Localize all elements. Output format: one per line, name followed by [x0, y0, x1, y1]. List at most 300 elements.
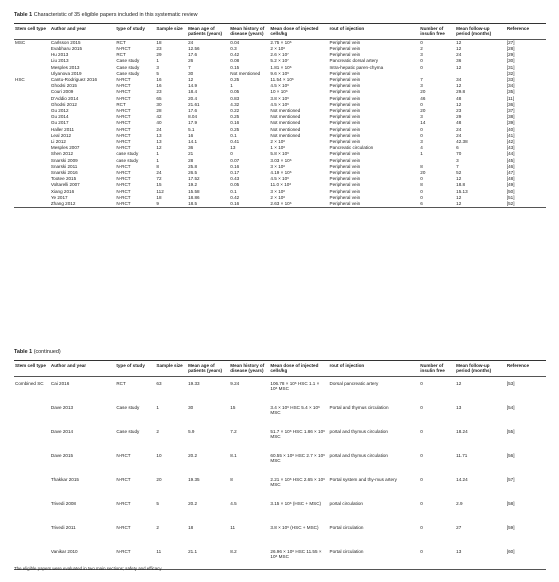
table-cell: Not mentioned	[270, 108, 301, 114]
table-caption	[14, 12, 198, 19]
table-cell: N-RCT	[116, 176, 131, 182]
table-cell: 26.96 × 10⁶ HSC 11.55 × 10⁶ MSC	[269, 545, 328, 570]
table-cell: Peripheral vein	[329, 89, 361, 95]
table-cell: [47]	[506, 170, 515, 176]
table-cell: Case study	[116, 70, 140, 76]
header-cell: Mean history of disease (years)	[229, 24, 269, 40]
header-cell: Author and year	[50, 361, 115, 377]
table-cell: N-RCT	[116, 194, 131, 200]
table-row	[14, 425, 546, 449]
table-cell: 20.4	[188, 95, 198, 101]
table-cell: [30]	[506, 58, 515, 64]
table-cell: 30	[188, 70, 194, 76]
table-cell: 1	[156, 157, 159, 163]
table-cell: Peripheral vein	[329, 46, 361, 52]
table-continued-caption-label: Table 1	[14, 349, 33, 355]
table-cell: 1	[420, 151, 423, 157]
table-cell: [40]	[506, 126, 515, 132]
table-cell: 19.33	[188, 380, 200, 386]
table-cell: [52]	[506, 201, 546, 208]
table-cell: Mesples 2007	[50, 145, 80, 151]
table-cell: 30	[188, 404, 194, 410]
table-cell: 3.15 × 10⁶ (HSC + MSC)	[270, 500, 322, 506]
table-continued-caption	[14, 349, 61, 356]
table-cell: MSC	[15, 39, 26, 45]
table-cell: Peripheral vein	[329, 132, 361, 138]
table-cell: 1	[156, 151, 159, 157]
table-cell: 17.6	[188, 52, 198, 58]
table-cell: Peripheral vein	[329, 151, 361, 157]
table-cell: [44]	[506, 151, 515, 157]
table-cell: Peripheral vein	[329, 139, 361, 145]
table-cell: 3	[420, 114, 423, 120]
table-cell: RCT	[116, 380, 126, 386]
table-cell: 48	[456, 95, 462, 101]
table-header-row	[14, 24, 546, 40]
table-cell: 0	[420, 524, 423, 530]
table-cell: 19.35	[188, 476, 200, 482]
table-cell: Vanikar 2010	[50, 545, 115, 570]
table-cell: Ghodsi 2015	[50, 83, 77, 89]
table-cell	[14, 401, 50, 425]
table-cell: 24	[188, 39, 194, 45]
table-cell: 24	[456, 126, 462, 132]
table-cell: 70	[456, 151, 462, 157]
table-cell: 106.78 × 10⁶ HSC 1.1 × 10⁶ MSC	[270, 380, 320, 392]
table-cell: 17.6	[188, 108, 198, 114]
table-cell: N-RCT	[116, 46, 131, 52]
table-cell: N-RCT	[116, 524, 131, 530]
table-cell: 30	[156, 101, 162, 107]
table-cell: 23	[456, 108, 462, 114]
table-cell: 21	[188, 151, 194, 157]
table-cell: Snarski 2009	[50, 157, 78, 163]
table-cell: 3 × 10⁶	[270, 163, 286, 169]
table-cell: Ye 2017	[50, 194, 68, 200]
table-cell: [11]	[506, 95, 515, 101]
characteristics-table-continued	[14, 360, 546, 570]
table-cell: Peripheral vein	[329, 182, 361, 188]
table-cell: Case study	[116, 64, 140, 70]
table-row	[14, 376, 546, 401]
table-cell: 28	[156, 108, 162, 114]
table-footnote: The eligible papers were evaluated in two main sections; safety and efficacy	[14, 566, 162, 571]
table-cell: [34]	[506, 83, 515, 89]
table-cell: 0	[419, 545, 455, 570]
table-cell: 12	[456, 380, 462, 386]
table-cell: [46]	[506, 163, 515, 169]
table-cell: 0.25	[230, 77, 240, 83]
table-cell: 12	[456, 64, 462, 70]
table-cell: Combined SC	[15, 380, 44, 386]
table-cell: Peripheral vein	[329, 52, 361, 58]
table-cell: 4.5 × 10⁶	[270, 176, 290, 182]
table-cell: Intra-hepatic paren-chyma	[329, 64, 384, 70]
table-cell: 1 × 10⁶	[270, 145, 286, 151]
table-cell	[14, 201, 50, 208]
table-cell: 0	[420, 39, 423, 45]
table-cell: 0	[420, 126, 423, 132]
header-cell: Author and year	[50, 24, 115, 40]
table-cell: 5.9	[188, 428, 195, 434]
table-cell: Couri 2009	[50, 89, 74, 95]
table-cell: Zhang 2012	[50, 201, 115, 208]
table-cell: 2.63 × 10⁶	[269, 201, 328, 208]
table-caption-label: Table 1	[14, 12, 33, 18]
table-row	[14, 497, 546, 521]
table-cell: 42.38	[456, 139, 468, 145]
table-cell: 3	[456, 157, 459, 163]
table-cell: N-RCT	[116, 145, 131, 151]
table-cell: 20.2	[188, 452, 198, 458]
table-cell: N-RCT	[116, 132, 131, 138]
table-cell: [33]	[506, 77, 515, 83]
table-cell: 0.17	[230, 170, 240, 176]
table-cell: 3.8 × 10⁶	[270, 95, 290, 101]
table-cell: Peripheral vein	[329, 95, 361, 101]
header-cell: Number of insulin free	[419, 24, 455, 40]
table-cell: Not mentioned	[270, 132, 301, 138]
table-cell: 8	[420, 163, 423, 169]
header-cell: Stem cell type	[14, 361, 50, 377]
table-cell: 12	[456, 83, 462, 89]
table-cell: N-RCT	[116, 114, 131, 120]
table-cell: 14.1	[188, 139, 198, 145]
table-cell: 29	[156, 52, 162, 58]
table-cell: Dave 2014	[50, 428, 74, 434]
table-cell: portal and thymus circulation	[329, 428, 388, 434]
table-cell: Li 2012	[50, 139, 66, 145]
table-cell: [51]	[506, 194, 515, 200]
table-cell: Ulyanova 2019	[50, 70, 82, 76]
table-cell: 18.86	[188, 194, 200, 200]
header-cell: Mean history of disease (years)	[229, 361, 269, 377]
table-cell: Dave 2013	[50, 404, 74, 410]
table-cell: Snarski 2016	[50, 170, 78, 176]
table-cell: 11.71	[456, 452, 468, 458]
table-cell: N-RCT	[116, 452, 131, 458]
table-cell: 63	[156, 380, 162, 386]
table-cell: D'Addio 2014	[50, 95, 79, 101]
table-cell: 4	[420, 145, 423, 151]
table-cell: Portal system and thy-mus artery	[329, 476, 397, 482]
table-cell	[14, 425, 50, 449]
table-cell: 16	[156, 77, 162, 83]
table-header-row	[14, 361, 546, 377]
table-cell: 12	[456, 101, 462, 107]
table-cell: 5.2 × 10⁷	[270, 58, 289, 64]
table-caption-text: Characteristic of 35 eligible papers included in this systematic review	[33, 12, 198, 18]
table-cell: 17.9	[188, 120, 198, 126]
table-cell: 5	[156, 500, 159, 506]
table-cell: 23	[156, 89, 162, 95]
table-body	[14, 376, 546, 569]
table-cell: 18.4	[188, 89, 198, 95]
table-cell: N-RCT	[115, 201, 155, 208]
table-cell: HSC	[15, 77, 25, 83]
table-cell: 20	[420, 108, 426, 114]
table-cell: Cai 2016	[50, 380, 70, 386]
table-cell: 3	[156, 64, 159, 70]
table-cell: Cantu-Rodriguez 2016	[50, 77, 98, 83]
table-cell: 16	[188, 132, 194, 138]
table-cell: 0.15	[230, 64, 240, 70]
table-cell: 0	[230, 151, 233, 157]
table-cell: Case study	[116, 428, 140, 434]
table-cell: 8.04	[188, 114, 198, 120]
table-cell: N-RCT	[116, 108, 131, 114]
table-cell: RCT	[116, 52, 126, 58]
table-cell: 11.54 × 10⁶	[270, 77, 294, 83]
table-cell: Not mentioned	[270, 126, 301, 132]
table-cell: 14	[420, 120, 426, 126]
table-cell: 21.61	[188, 101, 200, 107]
table-cell: 3	[420, 139, 423, 145]
table-cell: N-RCT	[116, 163, 131, 169]
table-cell: Dave 2015	[50, 452, 74, 458]
header-cell: Mean dose of injected cells/kg	[269, 24, 328, 40]
table-cell: N-RCT	[115, 545, 155, 570]
table-cell: 72	[156, 176, 162, 182]
table-cell: [41]	[506, 132, 515, 138]
table-row	[14, 201, 546, 208]
table-cell: Voltarelli 2007	[50, 182, 80, 188]
header-cell: Sample size	[155, 24, 187, 40]
table-cell: 20	[420, 170, 426, 176]
table-cell: Evabharu 2015	[50, 46, 83, 52]
table-cell: 24	[156, 170, 162, 176]
table-cell: Peripheral vein	[329, 70, 361, 76]
table-cell: Portal circulation	[329, 545, 420, 570]
table-cell: 0.07	[230, 157, 240, 163]
table-row	[14, 401, 546, 425]
table-cell: 10	[156, 452, 162, 458]
table-cell: Tootee 2015	[50, 176, 77, 182]
table-cell: Gu 2012	[50, 108, 69, 114]
table-cell: 36	[188, 145, 194, 151]
table-cell: 2 × 10⁶	[270, 194, 286, 200]
header-cell: Number of insulin free	[419, 361, 455, 377]
table-cell: 13	[456, 404, 462, 410]
table-cell	[14, 521, 50, 545]
table-cell: portal and thymus circulation	[329, 452, 388, 458]
table-cell: 0.16	[230, 120, 240, 126]
table-cell: 20	[420, 89, 426, 95]
table-cell: Peripheral vein	[329, 188, 361, 194]
table-cell: 0.1	[230, 132, 237, 138]
table-cell: 48	[456, 120, 462, 126]
table-cell: Peripheral vein	[329, 194, 361, 200]
header-cell: Mean dose of injected cells/kg	[269, 361, 328, 377]
table-cell: 6	[419, 201, 455, 208]
table-cell: 15	[156, 182, 162, 188]
table-cell: 0.43	[230, 176, 240, 182]
table-cell: Peripheral vein	[329, 163, 361, 169]
table-cell: 51.7 × 10⁶ HSC 1.86 × 10⁶ MSC	[270, 428, 326, 440]
table-row	[14, 473, 546, 497]
table-cell: 15.58	[188, 188, 200, 194]
table-cell: 0	[420, 404, 423, 410]
table-cell: Peripheral vein	[329, 157, 361, 163]
table-cell: 19.2	[188, 182, 198, 188]
header-cell: type of study	[115, 24, 155, 40]
table-cell: Dorsal pancreatic artery	[329, 380, 379, 386]
table-cell: [28]	[506, 46, 515, 52]
table-cell: 6	[456, 145, 459, 151]
table-cell: 7	[456, 163, 459, 169]
table-cell	[14, 449, 50, 473]
table-cell: 18.24	[456, 428, 468, 434]
table-cell: [55]	[506, 428, 515, 434]
table-cell: 12.56	[188, 46, 200, 52]
characteristics-table	[14, 23, 546, 208]
table-cell: [39]	[506, 120, 515, 126]
table-row	[14, 449, 546, 473]
table-cell: case study	[116, 151, 139, 157]
table-cell: Peripheral vein	[329, 126, 361, 132]
table-cell: [59]	[506, 524, 515, 530]
table-cell: 0	[420, 380, 423, 386]
table-cell: 0	[420, 500, 423, 506]
table-cell: [42]	[506, 139, 515, 145]
table-cell: 9	[155, 201, 187, 208]
table-cell: N-RCT	[116, 500, 131, 506]
table-cell: Leal 2012	[50, 132, 72, 138]
header-cell: Reference	[506, 24, 546, 40]
table-cell: 28	[188, 157, 194, 163]
table-cell: 0	[420, 101, 423, 107]
table-cell: Peripheral vein	[329, 101, 361, 107]
table-cell: Trivedi 2008	[50, 500, 76, 506]
table-cell: 1	[156, 404, 159, 410]
table-cell: 3.4 × 10⁶ HSC 5.4 × 10⁶ MSC	[270, 404, 320, 416]
table-cell: 25.8	[188, 163, 198, 169]
table-cell: 12	[456, 194, 462, 200]
table-cell: 13	[230, 145, 236, 151]
table-cell: 0.16	[230, 163, 240, 169]
table-cell: 9.24	[230, 380, 240, 386]
table-cell: 12	[456, 39, 462, 45]
table-cell: 12	[188, 77, 194, 83]
table-cell: N-RCT	[116, 89, 131, 95]
table-cell: 0.42	[230, 194, 240, 200]
table-cell: 36	[456, 58, 462, 64]
table-cell: 40	[156, 120, 162, 126]
header-cell: type of study	[115, 361, 155, 377]
table-cell: [29]	[506, 52, 515, 58]
table-cell: case study	[116, 157, 139, 163]
table-cell: Liu 2013	[50, 58, 69, 64]
table-cell: [50]	[506, 188, 515, 194]
table-cell: [37]	[506, 108, 515, 114]
table-cell: 11	[230, 524, 236, 530]
table-cell: 16	[156, 83, 162, 89]
table-cell: 0	[420, 476, 423, 482]
table-cell: N-RCT	[116, 120, 131, 126]
table-cell: 0.05	[230, 182, 240, 188]
table-cell: [45]	[506, 157, 515, 163]
table-cell: Not mentioned	[270, 114, 301, 120]
table-cell: 0	[420, 58, 423, 64]
table-cell: 0	[420, 194, 423, 200]
table-cell: 0	[420, 452, 423, 458]
table-cell: 2	[156, 428, 159, 434]
table-cell: RCT	[116, 39, 126, 45]
table-cell: 42	[156, 114, 162, 120]
table-cell: Case study	[116, 58, 140, 64]
table-cell: [54]	[506, 404, 515, 410]
header-cell: Mean follow-up period (months)	[455, 361, 506, 377]
table-cell: 0.22	[230, 108, 240, 114]
table-cell: Gu 2014	[50, 114, 69, 120]
table-cell: 3 × 10⁶	[270, 188, 286, 194]
table-cell: [49]	[506, 182, 515, 188]
table-cell: Peripheral vein	[329, 176, 361, 182]
table-cell: 0.05	[230, 89, 240, 95]
table-cell: Thakkar 2015	[50, 476, 79, 482]
table-cell: 4.19 × 10⁶	[270, 170, 292, 176]
table-cell: 21.1	[187, 545, 229, 570]
table-cell: 18	[156, 39, 162, 45]
table-cell: 7.2	[230, 428, 237, 434]
table-cell: 11	[155, 545, 187, 570]
table-cell: 27	[456, 524, 462, 530]
table-cell: 0.41	[230, 139, 240, 145]
table-cell: portal circulation	[329, 500, 363, 506]
table-cell: 0.25	[230, 126, 240, 132]
table-cell: 4.32	[230, 101, 240, 107]
table-cell: [56]	[506, 452, 515, 458]
header-cell: Mean age of patients (years)	[187, 24, 229, 40]
table-cell: 24	[456, 52, 462, 58]
table-cell: Portal circulation	[329, 524, 364, 530]
table-cell: N-RCT	[116, 83, 131, 89]
table-cell: 15.13	[456, 188, 468, 194]
table-cell: 14.24	[456, 476, 468, 482]
table-cell: N-RCT	[116, 188, 131, 194]
table-cell: 8.2	[229, 545, 269, 570]
table-cell: 0	[420, 176, 423, 182]
table-cell: [53]	[506, 380, 515, 386]
table-cell: Snarski 2011	[50, 163, 78, 169]
table-cell: 13	[156, 139, 162, 145]
table-cell: 3	[420, 52, 423, 58]
table-cell: 34	[456, 77, 462, 83]
header-cell: Stem cell type	[14, 24, 50, 40]
table-cell: 5	[156, 70, 159, 76]
table-cell: Xiang 2016	[50, 188, 75, 194]
table-cell: 60.55 × 10⁶ HSC 2.7 × 10⁶ MSC	[270, 452, 326, 464]
table-cell: 18.8	[456, 182, 466, 188]
table-cell: Peripheral vein	[329, 108, 361, 114]
table-cell: 8	[230, 476, 233, 482]
table-cell: 2.6 × 10⁷	[270, 52, 289, 58]
table-cell: Peripheral vein	[329, 120, 361, 126]
table-cell: 3.03 × 10⁶	[270, 157, 292, 163]
table-cell: 0.83	[230, 95, 240, 101]
table-cell: 0.04	[230, 39, 240, 45]
table-cell: 52	[456, 170, 462, 176]
header-cell: Mean age of patients (years)	[187, 361, 229, 377]
table-cell: [57]	[506, 476, 515, 482]
table-cell: Pancreatic circulation	[329, 145, 374, 151]
table-cell: [36]	[506, 101, 515, 107]
table-cell: Not mentioned	[230, 70, 261, 76]
table-cell: 24	[156, 126, 162, 132]
table-cell: 7	[188, 64, 191, 70]
table-cell: 10 × 10⁶	[270, 89, 288, 95]
table-cell: 0.16	[229, 201, 269, 208]
